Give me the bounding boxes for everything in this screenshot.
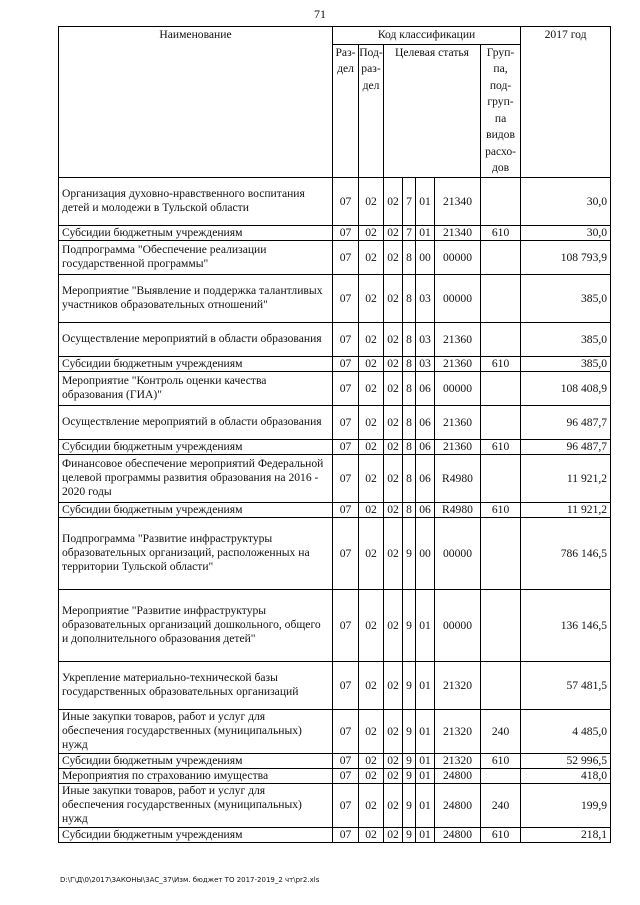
row-target-event: 00: [416, 517, 435, 589]
row-subsection: 02: [359, 827, 384, 842]
row-target-event: 01: [416, 225, 435, 240]
row-expense-type: 610: [481, 225, 521, 240]
row-target-subprogram: 9: [403, 753, 416, 768]
row-amount: 385,0: [521, 356, 611, 371]
row-target-program: 02: [384, 517, 403, 589]
row-target-direction: 24800: [435, 783, 481, 827]
row-name: Субсидии бюджетным учреждениям: [59, 439, 333, 454]
row-subsection: 02: [359, 439, 384, 454]
row-subsection: 02: [359, 240, 384, 274]
row-target-event: 01: [416, 177, 435, 225]
row-subsection: 02: [359, 274, 384, 322]
row-target-program: 02: [384, 439, 403, 454]
row-target-program: 02: [384, 356, 403, 371]
row-expense-type: 610: [481, 827, 521, 842]
row-section: 07: [333, 371, 359, 405]
row-target-subprogram: 9: [403, 768, 416, 783]
row-name: Укрепление материально-технической базы государственных образовательных организаций: [59, 661, 333, 709]
row-target-program: 02: [384, 827, 403, 842]
table-row: [59, 517, 611, 589]
row-target-event: 06: [416, 454, 435, 502]
row-name: Иные закупки товаров, работ и услуг для обеспечения государственных (муниципальных) нужд: [59, 783, 333, 827]
row-target-program: 02: [384, 768, 403, 783]
header-name: Наименование: [59, 27, 333, 178]
row-target-subprogram: 9: [403, 783, 416, 827]
row-target-subprogram: 8: [403, 439, 416, 454]
row-name: Субсидии бюджетным учреждениям: [59, 753, 333, 768]
row-target-direction: 00000: [435, 240, 481, 274]
row-amount: 11 921,2: [521, 454, 611, 502]
row-subsection: 02: [359, 783, 384, 827]
row-target-event: 03: [416, 322, 435, 356]
row-amount: 385,0: [521, 322, 611, 356]
row-section: 07: [333, 827, 359, 842]
row-amount: 11 921,2: [521, 502, 611, 517]
row-target-program: 02: [384, 589, 403, 661]
row-target-subprogram: 8: [403, 502, 416, 517]
row-target-subprogram: 8: [403, 454, 416, 502]
row-amount: 57 481,5: [521, 661, 611, 709]
row-subsection: 02: [359, 454, 384, 502]
row-target-program: 02: [384, 371, 403, 405]
row-target-subprogram: 7: [403, 177, 416, 225]
row-name: Субсидии бюджетным учреждениям: [59, 827, 333, 842]
row-section: 07: [333, 783, 359, 827]
row-target-event: 01: [416, 753, 435, 768]
row-target-event: 03: [416, 274, 435, 322]
row-subsection: 02: [359, 709, 384, 753]
row-name: Мероприятие "Развитие инфраструктуры образовательных организаций дошкольного, общего и дополнительного образования детей": [59, 589, 333, 661]
row-amount: 108 408,9: [521, 371, 611, 405]
row-target-direction: 21320: [435, 753, 481, 768]
row-subsection: 02: [359, 371, 384, 405]
table-row: [59, 783, 611, 827]
row-target-event: 06: [416, 502, 435, 517]
row-name: Иные закупки товаров, работ и услуг для обеспечения государственных (муниципальных) нужд: [59, 709, 333, 753]
row-section: 07: [333, 768, 359, 783]
header-classification-code: Код классификации: [333, 27, 521, 45]
row-expense-type: 610: [481, 356, 521, 371]
row-section: 07: [333, 589, 359, 661]
row-target-subprogram: 8: [403, 371, 416, 405]
row-section: 07: [333, 439, 359, 454]
row-amount: 218,1: [521, 827, 611, 842]
row-target-program: 02: [384, 661, 403, 709]
row-name: Субсидии бюджетным учреждениям: [59, 356, 333, 371]
row-amount: 4 485,0: [521, 709, 611, 753]
row-target-event: 06: [416, 439, 435, 454]
row-expense-type: [481, 371, 521, 405]
row-subsection: 02: [359, 661, 384, 709]
row-expense-type: [481, 768, 521, 783]
table-body: [59, 177, 611, 842]
row-target-program: 02: [384, 405, 403, 439]
row-expense-type: [481, 274, 521, 322]
row-target-program: 02: [384, 240, 403, 274]
row-expense-type: [481, 405, 521, 439]
row-subsection: 02: [359, 753, 384, 768]
row-target-program: 02: [384, 177, 403, 225]
table-row: [59, 371, 611, 405]
row-target-program: 02: [384, 225, 403, 240]
table-row: [59, 768, 611, 783]
row-target-program: 02: [384, 502, 403, 517]
row-target-direction: 21320: [435, 709, 481, 753]
row-target-subprogram: 9: [403, 661, 416, 709]
row-expense-type: 610: [481, 439, 521, 454]
footer-file-path: D:\Г\Д\0\2017\ЗАКОНЫ\ЗАС_37\Изм. бюджет ТО 2017-2019_2 чт\pr2.xls: [60, 876, 320, 884]
row-target-event: 01: [416, 768, 435, 783]
row-name: Финансовое обеспечение мероприятий Федеральной целевой программы развития образования на 2016 - 2020 годы: [59, 454, 333, 502]
header-section: Раз- дел: [333, 44, 359, 177]
row-section: 07: [333, 356, 359, 371]
row-expense-type: 610: [481, 753, 521, 768]
row-target-direction: 21360: [435, 322, 481, 356]
table-row: [59, 502, 611, 517]
row-subsection: 02: [359, 768, 384, 783]
row-amount: 52 996,5: [521, 753, 611, 768]
row-name: Подпрограмма "Развитие инфраструктуры образовательных организаций, расположенных на территории Тульской области": [59, 517, 333, 589]
budget-table: [58, 26, 611, 843]
row-amount: 108 793,9: [521, 240, 611, 274]
row-amount: 96 487,7: [521, 439, 611, 454]
table-row: [59, 356, 611, 371]
row-amount: 96 487,7: [521, 405, 611, 439]
row-target-subprogram: 8: [403, 240, 416, 274]
row-target-direction: 00000: [435, 274, 481, 322]
row-expense-type: [481, 177, 521, 225]
row-target-subprogram: 9: [403, 517, 416, 589]
row-target-program: 02: [384, 322, 403, 356]
row-target-event: 01: [416, 709, 435, 753]
row-subsection: 02: [359, 589, 384, 661]
header-expense-group: Груп- па, под- груп- па видов расхо- дов: [481, 44, 521, 177]
table-row: [59, 709, 611, 753]
row-amount: 786 146,5: [521, 517, 611, 589]
row-name: Мероприятие "Выявление и поддержка талантливых участников образовательных отношений": [59, 274, 333, 322]
table-row: [59, 753, 611, 768]
table-row: [59, 274, 611, 322]
row-expense-type: [481, 240, 521, 274]
row-expense-type: [481, 517, 521, 589]
row-target-subprogram: 9: [403, 709, 416, 753]
row-section: 07: [333, 753, 359, 768]
row-target-direction: 00000: [435, 517, 481, 589]
row-target-direction: 21360: [435, 439, 481, 454]
row-target-direction: 24800: [435, 827, 481, 842]
row-expense-type: [481, 454, 521, 502]
row-target-direction: R4980: [435, 454, 481, 502]
row-target-program: 02: [384, 753, 403, 768]
row-expense-type: [481, 661, 521, 709]
row-section: 07: [333, 225, 359, 240]
row-target-event: 06: [416, 371, 435, 405]
page-number: 71: [314, 7, 326, 21]
row-section: 07: [333, 405, 359, 439]
row-target-subprogram: 7: [403, 225, 416, 240]
row-target-direction: 21340: [435, 225, 481, 240]
row-target-event: 01: [416, 783, 435, 827]
row-section: 07: [333, 454, 359, 502]
row-section: 07: [333, 661, 359, 709]
row-target-direction: 24800: [435, 768, 481, 783]
row-subsection: 02: [359, 177, 384, 225]
row-target-event: 01: [416, 827, 435, 842]
header-target-article: Целевая статья: [384, 44, 481, 177]
header-year: 2017 год: [521, 27, 611, 178]
row-expense-type: 240: [481, 783, 521, 827]
row-subsection: 02: [359, 405, 384, 439]
row-target-program: 02: [384, 274, 403, 322]
row-target-direction: 00000: [435, 371, 481, 405]
row-target-event: 03: [416, 356, 435, 371]
row-section: 07: [333, 517, 359, 589]
table-row: [59, 405, 611, 439]
row-target-direction: 21360: [435, 356, 481, 371]
row-target-direction: 21320: [435, 661, 481, 709]
row-expense-type: 610: [481, 502, 521, 517]
row-subsection: 02: [359, 225, 384, 240]
row-target-event: 06: [416, 405, 435, 439]
row-amount: 385,0: [521, 274, 611, 322]
row-target-program: 02: [384, 454, 403, 502]
row-expense-type: [481, 322, 521, 356]
row-expense-type: [481, 589, 521, 661]
row-name: Подпрограмма "Обеспечение реализации государственной программы": [59, 240, 333, 274]
row-target-program: 02: [384, 783, 403, 827]
row-target-event: 00: [416, 240, 435, 274]
row-target-event: 01: [416, 661, 435, 709]
row-subsection: 02: [359, 502, 384, 517]
row-name: Мероприятия по страхованию имущества: [59, 768, 333, 783]
row-target-direction: R4980: [435, 502, 481, 517]
table-row: [59, 589, 611, 661]
row-name: Организация духовно-нравственного воспитания детей и молодежи в Тульской области: [59, 177, 333, 225]
row-target-subprogram: 8: [403, 405, 416, 439]
row-name: Субсидии бюджетным учреждениям: [59, 225, 333, 240]
row-amount: 30,0: [521, 177, 611, 225]
table-row: [59, 439, 611, 454]
table-row: [59, 240, 611, 274]
row-section: 07: [333, 274, 359, 322]
table-row: [59, 225, 611, 240]
row-target-event: 01: [416, 589, 435, 661]
table-row: [59, 177, 611, 225]
row-target-subprogram: 9: [403, 589, 416, 661]
row-section: 07: [333, 177, 359, 225]
row-amount: 30,0: [521, 225, 611, 240]
row-name: Осуществление мероприятий в области образования: [59, 322, 333, 356]
row-target-subprogram: 8: [403, 322, 416, 356]
row-target-program: 02: [384, 709, 403, 753]
row-target-direction: 00000: [435, 589, 481, 661]
header-subsection: Под- раз- дел: [359, 44, 384, 177]
row-section: 07: [333, 240, 359, 274]
row-target-subprogram: 8: [403, 274, 416, 322]
row-expense-type: 240: [481, 709, 521, 753]
table-row: [59, 827, 611, 842]
row-name: Осуществление мероприятий в области образования: [59, 405, 333, 439]
row-section: 07: [333, 709, 359, 753]
row-name: Субсидии бюджетным учреждениям: [59, 502, 333, 517]
row-section: 07: [333, 322, 359, 356]
table-row: [59, 322, 611, 356]
row-amount: 199,9: [521, 783, 611, 827]
table-row: [59, 661, 611, 709]
row-target-direction: 21340: [435, 177, 481, 225]
table-row: [59, 454, 611, 502]
row-section: 07: [333, 502, 359, 517]
row-target-direction: 21360: [435, 405, 481, 439]
row-name: Мероприятие "Контроль оценки качества образования (ГИА)": [59, 371, 333, 405]
row-amount: 136 146,5: [521, 589, 611, 661]
row-amount: 418,0: [521, 768, 611, 783]
row-subsection: 02: [359, 322, 384, 356]
row-target-subprogram: 8: [403, 356, 416, 371]
row-subsection: 02: [359, 517, 384, 589]
row-subsection: 02: [359, 356, 384, 371]
row-target-subprogram: 9: [403, 827, 416, 842]
